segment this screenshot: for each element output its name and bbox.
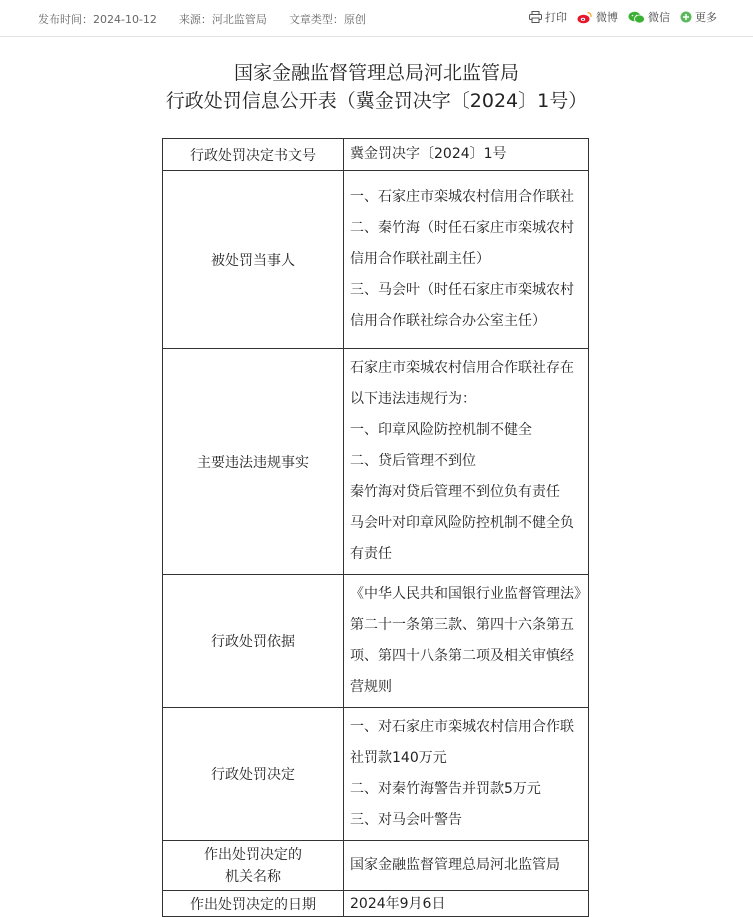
- value-line: 秦竹海对贷后管理不到位负有责任: [350, 484, 560, 500]
- publish-time: [38, 11, 157, 27]
- penalty-info-table: [162, 138, 589, 917]
- value-line: 三、马会叶（时任石家庄市栾城农村信用合作联社综合办公室主任）: [350, 282, 574, 329]
- wechat-icon: [628, 11, 645, 24]
- more-label: 更多: [695, 11, 717, 24]
- table-row: [163, 891, 589, 917]
- article-type: [289, 11, 366, 27]
- wechat-label: 微信: [648, 11, 670, 24]
- source: [179, 11, 267, 27]
- row-value: [344, 891, 589, 917]
- value-line: 石家庄市栾城农村信用合作联社存在以下违法违规行为：: [350, 360, 574, 407]
- article-meta: [38, 11, 388, 27]
- row-label: 被处罚当事人: [163, 171, 344, 349]
- table-row: [163, 575, 589, 708]
- article-type-label: 文章类型：: [288, 13, 344, 26]
- row-value: [344, 841, 589, 891]
- row-label-line: 机关名称: [225, 868, 281, 885]
- row-label: 行政处罚决定: [163, 708, 344, 841]
- row-label-line: 作出处罚决定的: [204, 846, 302, 863]
- publish-time-label: 发布时间：: [38, 13, 93, 26]
- article-type-value: 原创: [343, 13, 366, 26]
- source-value: 河北监管局: [211, 13, 267, 26]
- weibo-icon: [577, 11, 593, 24]
- value-line: 马会叶对印章风险防控机制不健全负有责任: [350, 515, 574, 562]
- value-line: 一、石家庄市栾城农村信用合作联社: [350, 189, 574, 205]
- value-line: 《中华人民共和国银行业监督管理法》第二十一条第三款、第四十六条第五项、第四十八条第二项及相关审慎经营规则: [350, 586, 581, 695]
- row-value: [344, 708, 589, 841]
- value-line: 2024年9月6日: [350, 895, 446, 912]
- row-label: 作出处罚决定的日期: [163, 891, 344, 917]
- title-line-2: 行政处罚信息公开表（冀金罚决字〔2024〕1号）: [165, 90, 588, 112]
- weibo-label: 微博: [596, 11, 618, 24]
- wechat-share-button[interactable]: [628, 9, 670, 25]
- share-toolbar: [519, 9, 717, 25]
- row-label: 行政处罚依据: [163, 575, 344, 708]
- print-label: 打印: [545, 11, 567, 24]
- value-line: 一、印章风险防控机制不健全: [350, 422, 532, 438]
- value-line: 二、对秦竹海警告并罚款5万元: [350, 781, 541, 797]
- weibo-share-button[interactable]: [577, 9, 618, 25]
- row-value: [344, 171, 589, 349]
- row-label: 主要违法违规事实: [163, 349, 344, 575]
- table-row: [163, 708, 589, 841]
- printer-icon: [529, 11, 542, 23]
- document-title: [0, 59, 753, 115]
- source-label: 来源：: [178, 13, 212, 26]
- table-row: [163, 139, 589, 171]
- print-button[interactable]: [529, 9, 567, 25]
- value-line: 一、对石家庄市栾城农村信用合作联社罚款140万元: [350, 719, 574, 766]
- plus-circle-icon: [680, 11, 692, 23]
- title-line-1: 国家金融监督管理总局河北监管局: [233, 62, 519, 84]
- table-row: [163, 171, 589, 349]
- value-line: 二、贷后管理不到位: [350, 453, 476, 469]
- more-share-button[interactable]: [680, 9, 717, 25]
- row-value: [344, 575, 589, 708]
- value-line: 国家金融监督管理总局河北监管局: [350, 857, 560, 873]
- value-line: 三、对马会叶警告: [350, 812, 462, 828]
- row-value: [344, 139, 589, 171]
- row-value: [344, 349, 589, 575]
- row-label: 行政处罚决定书文号: [163, 139, 344, 171]
- table-row: [163, 349, 589, 575]
- table-row: [163, 841, 589, 891]
- value-line: 二、秦竹海（时任石家庄市栾城农村信用合作联社副主任）: [350, 220, 574, 267]
- publish-time-value: 2024-10-12: [93, 13, 157, 26]
- row-label: [163, 841, 344, 891]
- value-line: 冀金罚决字〔2024〕1号: [350, 146, 507, 162]
- article-meta-bar: [0, 0, 753, 37]
